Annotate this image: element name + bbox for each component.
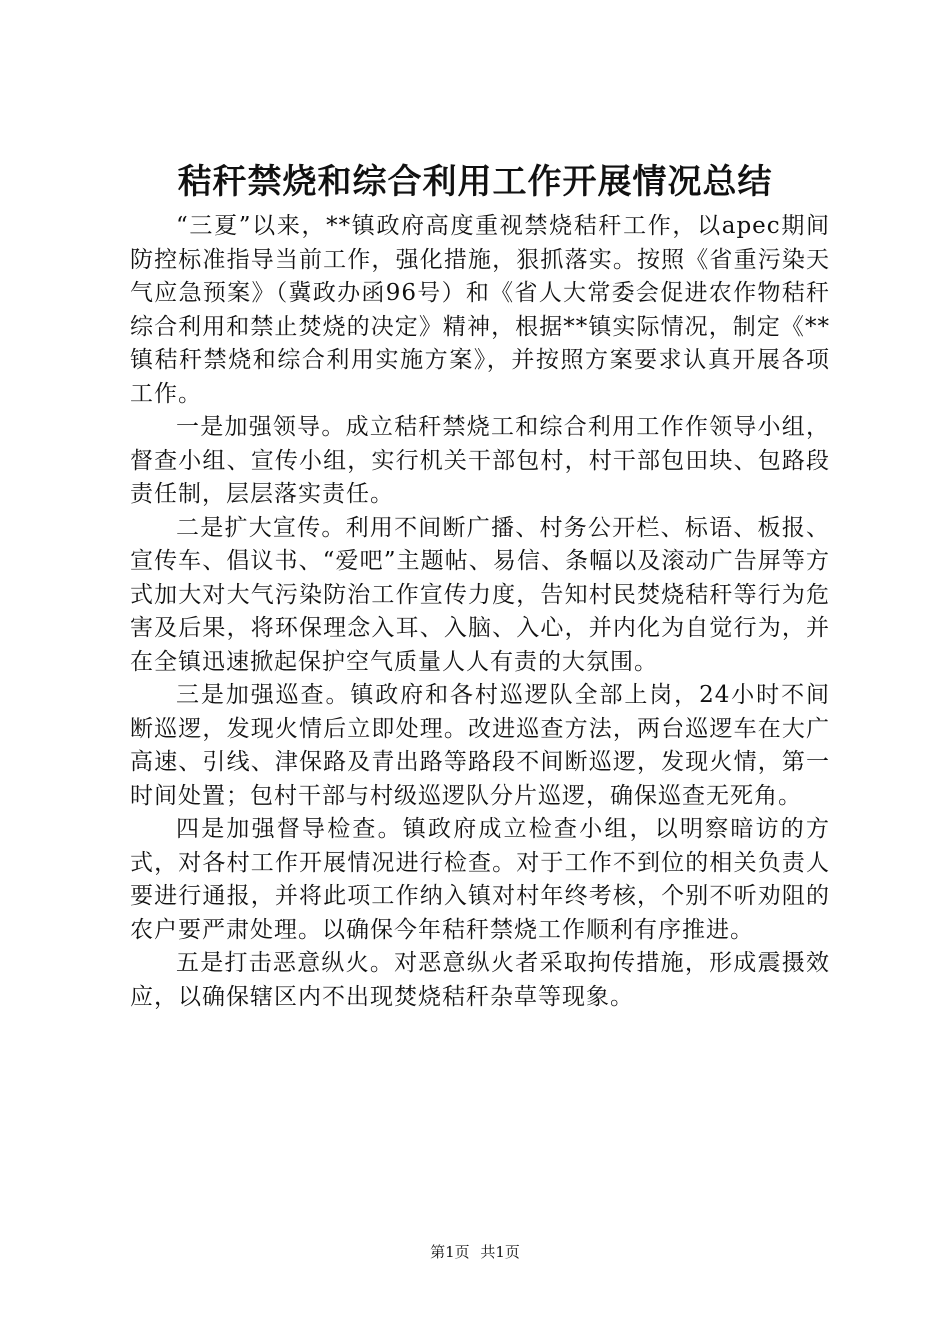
page-total: 共1页	[480, 1243, 520, 1261]
document-title: 秸秆禁烧和综合利用工作开展情况总结	[177, 162, 773, 202]
paragraph-patrol: 三是加强巡查。镇政府和各村巡逻队全部上岗，24小时不间断巡逻，发现火情后立即处理。改进巡查方法，两台巡逻车在大广高速、引线、津保路及青出路等路段不间断巡逻，发现火情，第一时间处置；包村干部与村级巡逻队分片巡逻，确保巡查无死角。	[130, 682, 830, 809]
page-footer	[0, 1242, 950, 1262]
paragraph-intro: “三夏”以来，**镇政府高度重视禁烧秸秆工作，以apec期间防控标准指导当前工作，强化措施，狠抓落实。按照《省重污染天气应急预案》（冀政办函96号）和《省人大常委会促进农作物秸秆综合利用和禁止焚烧的决定》精神，根据**镇实际情况，制定《**镇秸秆禁烧和综合利用实施方案》，并按照方案要求认真开展各项工作。	[130, 213, 830, 407]
paragraph-publicity: 二是扩大宣传。利用不间断广播、村务公开栏、标语、板报、宣传车、倡议书、“爱吧”主题帖、易信、条幅以及滚动广告屏等方式加大对大气污染防治工作宣传力度，告知村民焚烧秸秆等行为危害及后果，将环保理念入耳、入脑、入心，并内化为自觉行为，并在全镇迅速掀起保护空气质量人人有责的大氛围。	[130, 514, 830, 675]
paragraph-crackdown: 五是打击恶意纵火。对恶意纵火者采取拘传措施，形成震摄效应，以确保辖区内不出现焚烧秸秆杂草等现象。	[130, 950, 830, 1010]
paragraph-inspection: 四是加强督导检查。镇政府成立检查小组，以明察暗访的方式，对各村工作开展情况进行检查。对于工作不到位的相关负责人要进行通报，并将此项工作纳入镇对村年终考核，个别不听劝阻的农户要严肃处理。以确保今年秸秆禁烧工作顺利有序推进。	[130, 816, 830, 943]
paragraph-leadership: 一是加强领导。成立秸秆禁烧工和综合利用工作作领导小组，督查小组、宣传小组，实行机关干部包村，村干部包田块、包路段责任制，层层落实责任。	[130, 414, 830, 507]
page-number: 第1页	[430, 1243, 470, 1261]
document-body	[130, 210, 830, 1014]
